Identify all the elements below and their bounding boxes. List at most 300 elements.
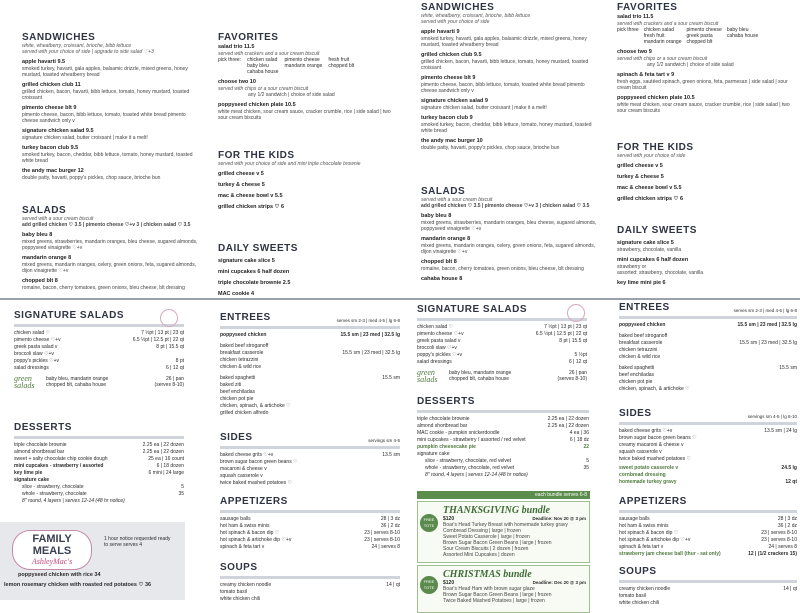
row-label: baked cheese grits ♡+v xyxy=(619,428,673,434)
item-name: baby bleu 8 xyxy=(22,232,53,238)
price-row xyxy=(220,480,400,487)
row-label: signature cake xyxy=(417,451,450,457)
kids-section xyxy=(617,142,797,203)
kids-item: grilled chicken strips ♡ 6 xyxy=(617,196,684,202)
row-label: whole - strawberry, chocolate, red velvet xyxy=(425,465,515,471)
row-price: 2.25 ea | 22 dozen xyxy=(547,423,589,429)
soups-section xyxy=(619,566,797,607)
title-bar xyxy=(14,436,184,439)
row-label: baked ziti xyxy=(220,382,242,388)
price-row xyxy=(619,347,797,354)
section-subtitle: served with your choice of side xyxy=(421,19,490,25)
sides-section xyxy=(619,408,797,486)
price-row xyxy=(14,442,184,449)
price-row xyxy=(14,449,184,456)
row-label: poppy's pickles ♡+v xyxy=(14,358,60,364)
daily-sweets-section xyxy=(218,243,400,298)
salad-trio-options xyxy=(218,57,400,75)
option: baby bleu xyxy=(726,27,749,33)
row-label: creamy chicken noodle xyxy=(619,586,671,592)
price-row xyxy=(14,477,184,484)
menu-item xyxy=(421,259,601,272)
bundle-line: Cornbread Dressing | large | frozen xyxy=(443,528,521,534)
price-row xyxy=(220,582,400,589)
price-row xyxy=(619,586,797,593)
menu-item xyxy=(22,105,202,124)
section-subtitle: served with a sour cream biscuit xyxy=(421,197,493,203)
poppyseed-plate: poppyseed chicken plate 10.5 xyxy=(218,102,296,108)
row-price: 12 | (1/2 crackers 15) xyxy=(748,551,797,557)
row-label: greek pasta salad v xyxy=(14,344,58,350)
price-row xyxy=(619,442,797,449)
price-row xyxy=(619,435,797,442)
green-salads-price xyxy=(155,376,184,388)
row-label: creamy chicken noodle xyxy=(220,582,272,588)
row-label: sweet potato casserole v xyxy=(619,465,679,471)
menu-item xyxy=(22,59,202,78)
item-name: signature chicken salad 9 xyxy=(421,98,488,104)
price-row xyxy=(220,466,400,473)
serves-note: serves sm 2-3 | med 4-6 | lg 6-8 xyxy=(733,308,797,313)
section-subtitle: served with your choice of side and mini triple chocolate brownie xyxy=(218,161,361,167)
price-row xyxy=(220,410,400,417)
price-row xyxy=(417,331,587,338)
sweet-item-desc: strawberry or xyxy=(617,264,647,270)
item-desc: mixed greens, mandarin oranges, celery, green onions, feta, sugared almonds, dijon vinaigrette ♡+v xyxy=(421,243,596,255)
row-label: baked spaghetti xyxy=(220,375,256,381)
entrees-header xyxy=(619,302,797,313)
row-price: 23 | serves 8-10 xyxy=(364,537,400,543)
row-label: 8" round, 4 layers | serves 12-14 (48 hr notice) xyxy=(22,498,125,504)
row-label: poppy's pickles ♡+v xyxy=(417,352,463,358)
menu-item xyxy=(421,276,601,283)
price-row xyxy=(619,322,797,329)
row-label: broccoli slaw ♡+v xyxy=(417,345,457,351)
row-price: 6.5 ½pt | 12.5 pt | 22 qt xyxy=(535,331,587,337)
green-salads-options xyxy=(46,376,149,388)
item-desc: romaine, bacon, cherry tomatoes, green onions, bleu cheese, blt dressing xyxy=(22,285,185,291)
daily-sweets-section xyxy=(617,225,797,295)
item-desc: double patty, havarti, poppy's pickles, chop sauce, brioche bun xyxy=(22,175,161,181)
price-row xyxy=(220,403,400,410)
price-row xyxy=(619,333,797,340)
row-price: 5 xyxy=(586,458,589,464)
heart-logo-icon xyxy=(567,304,585,322)
section-title: DAILY SWEETS xyxy=(617,225,697,236)
row-price: 6 | 18 dz xyxy=(569,437,589,443)
menu-item xyxy=(421,236,601,255)
row-price: 7 ½pt | 13 pt | 23 qt xyxy=(141,330,184,336)
row-label: triple chocolate brownie xyxy=(417,416,470,422)
section-subtitle: white, wheatberry, croissant, brioche, bibb lettuce xyxy=(22,43,132,49)
row-price: 2.25 ea | 22 dozen xyxy=(142,449,184,455)
salad-trio: salad trio 11.5 xyxy=(218,44,255,50)
price-row xyxy=(619,372,797,379)
soups-section xyxy=(220,562,400,603)
section-title: SOUPS xyxy=(619,566,657,577)
holiday-bundles-section xyxy=(417,491,590,604)
row-label: baked beef stroganoff xyxy=(619,333,668,339)
item-desc: mixed greens, mandarin oranges, celery, green onions, feta, sugared almonds, dijon vinaigrette ♡+v xyxy=(22,262,197,274)
price-row xyxy=(14,365,184,372)
row-label: brown sugar bacon green beans ♡ xyxy=(619,435,697,441)
item-name: grilled chicken club 11 xyxy=(22,82,81,88)
section-title: SIDES xyxy=(220,432,253,443)
sweet-item: mini cupcakes 6 half dozen xyxy=(617,257,689,263)
heart-logo-icon xyxy=(160,309,178,327)
item-desc: smoked turkey, havarti, gala apples, balsamic drizzle, mixed greens, honey mustard, toasted wheatberry bread xyxy=(22,66,188,78)
price-row xyxy=(220,589,400,596)
row-price: 24.5 lg xyxy=(781,465,797,471)
row-label: sausage balls xyxy=(619,516,650,522)
price: 26 | pan xyxy=(569,370,587,376)
row-label: poppyseed chicken xyxy=(220,332,267,338)
item-name: mandarin orange 8 xyxy=(22,255,72,261)
row-label: creamy macaroni & cheese v xyxy=(619,442,684,448)
bundle-line: Brown Sugar Bacon Green Beans | large | frozen xyxy=(443,592,552,598)
row-label: MAC cookie - pumpkin snickerdoodle xyxy=(417,430,500,436)
option: pimento cheese xyxy=(686,27,722,33)
row-price: 2.25 ea | 22 dozen xyxy=(142,442,184,448)
row-label: tomato basil xyxy=(220,589,247,595)
price-row xyxy=(417,324,587,331)
section-title: APPETIZERS xyxy=(220,496,288,507)
row-label: mini cupcakes - strawberry / assorted xyxy=(14,463,104,469)
section-title: ENTREES xyxy=(619,302,670,313)
title-bar xyxy=(619,580,797,583)
family-meals-section xyxy=(0,522,185,600)
section-title: ENTREES xyxy=(220,312,271,323)
row-label: beef enchiladas xyxy=(619,372,655,378)
green-salads-label: green salads xyxy=(417,368,438,384)
poppyseed-plate-desc: white meat chicken, sour cream sauce, cracker crumble, rice | side salad | two sour cream biscuits xyxy=(617,102,790,114)
menu-item xyxy=(421,29,601,48)
price-row xyxy=(220,537,400,544)
menu-item xyxy=(22,168,202,181)
serves: (serves 8-10) xyxy=(557,376,587,382)
row-price: 35 xyxy=(178,491,184,497)
price-row xyxy=(417,458,589,465)
section-title: DAILY SWEETS xyxy=(218,243,298,254)
bundle-deadline: Deadline: Nov 20 @ 3 pm xyxy=(532,516,586,521)
option: pimento cheese xyxy=(284,57,320,63)
row-price: 15.5 sm | 23 med | 32.5 lg xyxy=(340,332,400,338)
sweet-item: signature cake slice 5 xyxy=(218,258,275,264)
row-label: baked beef stroganoff xyxy=(220,343,269,349)
sandwiches-section xyxy=(421,2,601,151)
signature-salads-section xyxy=(417,304,587,383)
section-title: APPETIZERS xyxy=(619,496,687,507)
bundle-line: Sour Cream Biscuits | 2 dozen | frozen xyxy=(443,546,529,552)
row-label: spinach & feta tart v xyxy=(619,544,664,550)
logo-script: AshleyMac's xyxy=(31,557,73,566)
row-price: 2.25 ea | 22 dozen xyxy=(547,416,589,422)
price-row xyxy=(417,437,589,444)
section-title: SIGNATURE SALADS xyxy=(14,310,125,321)
bundle-line: Boar's Head Ham with brown sugar glaze xyxy=(443,586,535,592)
item-desc: smoked turkey, bacon, cheddar, bibb lettuce, tomato, honey mustard, toasted white bread xyxy=(22,152,193,164)
item-desc: romaine, bacon, cherry tomatoes, green onions, bleu cheese, blt dressing xyxy=(421,266,584,272)
title-bar xyxy=(619,316,797,319)
row-price: 14 | qt xyxy=(386,582,400,588)
desserts-section xyxy=(14,422,184,505)
option: baby bleu, mandarin orange xyxy=(449,370,512,376)
menu-page-2 xyxy=(405,0,800,606)
item-desc: signature chicken salad, butter croissant | make it a melt! xyxy=(22,135,148,141)
bundle-deadline: Deadline: Dec 20 @ 3 pm xyxy=(532,580,586,585)
row-price: 15.5 sm | 23 med | 32.5 lg xyxy=(342,350,400,356)
title-bar xyxy=(220,446,400,449)
option: cahaba house xyxy=(247,69,279,75)
item-name: pimento cheese blt 9 xyxy=(22,105,77,111)
row-label: white chicken chili xyxy=(220,596,261,602)
row-label: hot spinach & bacon dip ♡ xyxy=(619,530,679,536)
serves: (serves 8-10) xyxy=(154,382,184,388)
choose-two: choose two 9 xyxy=(617,49,652,55)
row-price: 28 | 3 dz xyxy=(380,516,400,522)
row-label: poppyseed chicken xyxy=(619,322,666,328)
row-label: cornbread dressing xyxy=(619,472,666,478)
row-label: pimento cheese ♡+v xyxy=(14,337,61,343)
appetizers-section xyxy=(619,496,797,558)
price-row xyxy=(619,600,797,607)
entrees-section xyxy=(220,312,400,417)
item-desc: pimento cheese, bacon, bibb lettuce, tomato, toasted white bread pimento cheese sandwich only v xyxy=(22,112,186,124)
kids-item: grilled cheese v 5 xyxy=(218,171,264,177)
poppyseed-plate-desc: white meat chicken, sour cream sauce, cracker crumble, rice | side salad | two sour cream biscuits xyxy=(218,109,391,121)
row-price: 28 | 3 dz xyxy=(777,516,797,522)
choose-two-desc: any 1/2 sandwich | choice of side salad xyxy=(647,62,734,68)
row-price: 6 | 18 dozen xyxy=(156,463,184,469)
price-row xyxy=(220,544,400,551)
free-tote-badge-icon: FREE TOTE xyxy=(420,514,438,532)
item-desc: grilled chicken, bacon, havarti, bibb lettuce, tomato, honey mustard, toasted croissant xyxy=(421,59,589,71)
sides-section xyxy=(220,432,400,487)
options-col xyxy=(687,27,722,45)
row-price: 14 | qt xyxy=(783,586,797,592)
row-price: 24 | serves 8 xyxy=(768,544,797,550)
item-name: chopped blt 8 xyxy=(421,259,457,265)
poppyseed-plate: poppyseed chicken plate 10.5 xyxy=(617,95,695,101)
price-row xyxy=(220,364,400,371)
row-label: chicken & wild rice xyxy=(220,364,262,370)
price-row xyxy=(220,523,400,530)
row-label: sweet + salty chocolate chip cookie dough xyxy=(14,456,108,462)
bundle-price: $120 xyxy=(443,580,455,586)
item-name: mandarin orange 8 xyxy=(421,236,471,242)
entrees-header xyxy=(220,312,400,323)
price-row xyxy=(619,516,797,523)
appetizers-section xyxy=(220,496,400,551)
price-row xyxy=(619,472,797,479)
item-name: grilled chicken club 9.5 xyxy=(421,52,482,58)
menu-item xyxy=(22,255,202,274)
item-desc: signature chicken salad, butter croissant | make it a melt! xyxy=(421,105,547,111)
family-meal-2: lemon rosemary chicken with roasted red potatoes ♡ 36 xyxy=(4,582,152,588)
row-label: chicken pot pie xyxy=(220,396,254,402)
row-price: 8 pt | 15.5 qt xyxy=(559,338,587,344)
salad-trio-sub: served with crackers and a sour cream biscuit xyxy=(617,21,719,27)
item-name: cahaba house 8 xyxy=(421,276,463,282)
title-bar xyxy=(619,422,797,425)
price-row xyxy=(14,491,184,498)
item-name: turkey bacon club 9 xyxy=(421,115,473,121)
row-label: chicken tetrazzini xyxy=(220,357,259,363)
kids-item: grilled chicken strips ♡ 6 xyxy=(218,204,285,210)
sweet-item-desc: assorted: strawberry, chocolate, vanilla xyxy=(617,270,704,276)
section-title: SANDWICHES xyxy=(421,2,495,13)
menu-item xyxy=(22,128,202,141)
price-row xyxy=(14,498,184,505)
green-salads-options xyxy=(449,370,552,382)
bundle-line: Sweet Potato Casserole | large | frozen xyxy=(443,534,530,540)
add-protein: add grilled chicken ♡ 3.5 | pimento cheese ♡+v 3 | chicken salad ♡ 3.5 xyxy=(22,222,191,228)
item-name: baby bleu 8 xyxy=(421,213,452,219)
bundle-line: Assorted Mini Cupcakes | dozen xyxy=(443,552,515,558)
row-price: 15.5 sm | 23 med | 32.5 lg xyxy=(739,340,797,346)
sides-header xyxy=(220,432,400,443)
sweet-item: mini cupcakes 6 half dozen xyxy=(218,269,290,275)
option: mandarin orange xyxy=(284,63,323,69)
row-label: key lime pie xyxy=(14,470,43,476)
menu-item xyxy=(421,98,601,111)
title-bar xyxy=(14,324,184,327)
section-title: SOUPS xyxy=(220,562,258,573)
price-row xyxy=(14,484,184,491)
row-label: chicken, spinach, & artichoke ♡ xyxy=(220,403,291,409)
choose-two-desc: any 1/2 sandwich | choice of side salad xyxy=(248,92,335,98)
row-price: 6 | 12 qt xyxy=(569,359,587,365)
row-price: 5 ½pt xyxy=(574,352,587,358)
section-title: DESSERTS xyxy=(14,422,72,433)
sweet-item: key lime mini pie 6 xyxy=(617,280,666,286)
title-bar xyxy=(220,576,400,579)
salad-trio: salad trio 11.5 xyxy=(617,14,654,20)
row-label: twice baked mashed potatoes ♡ xyxy=(220,480,293,486)
bundle-line: Twice Baked Mashed Potatoes | large | frozen xyxy=(443,598,545,604)
row-label: chicken, spinach, & artichoke ♡ xyxy=(619,386,690,392)
option: chopped blt, cahaba house xyxy=(46,382,107,388)
option: chopped blt xyxy=(328,63,355,69)
price-row xyxy=(220,596,400,603)
favorites-section xyxy=(617,2,797,114)
family-meals-logo xyxy=(12,530,92,570)
options-col xyxy=(644,27,682,45)
price-row xyxy=(14,330,184,337)
kids-item: grilled cheese v 5 xyxy=(617,163,663,169)
row-label: signature cake xyxy=(14,477,50,483)
price-row xyxy=(14,351,184,358)
sweet-item-desc: strawberry, chocolate, vanilla xyxy=(617,247,682,253)
price-row xyxy=(220,459,400,466)
price-row xyxy=(417,338,587,345)
pick-label: pick three: xyxy=(218,57,242,63)
price-row xyxy=(220,350,400,357)
row-label: salad dressings xyxy=(417,359,452,365)
row-price: 13.5 sm | 24 lg xyxy=(764,428,797,434)
row-label: slice - strawberry, chocolate, red velvet xyxy=(425,458,512,464)
bundle-line: Brown Sugar Bacon Green Beans | large | frozen xyxy=(443,540,552,546)
price-row xyxy=(220,389,400,396)
row-label: chicken & wild rice xyxy=(619,354,661,360)
option: baby bleu, mandarin orange xyxy=(46,376,109,382)
logo-title: FAMILY MEALS xyxy=(32,533,72,557)
christmas-bundle xyxy=(417,565,590,613)
price-row xyxy=(14,470,184,477)
row-price: 15.5 sm | 23 med | 32.5 lg xyxy=(737,322,797,328)
row-label: pimento cheese ♡+v xyxy=(417,331,464,337)
serves-note: servings sm 4-5 | lg 8-10 xyxy=(747,414,797,419)
row-label: chicken tetrazzini xyxy=(619,347,658,353)
section-title: FOR THE KIDS xyxy=(617,142,694,153)
options-col xyxy=(328,57,354,75)
row-label: baked spaghetti xyxy=(619,365,655,371)
price-row xyxy=(619,354,797,361)
option: mandarin orange xyxy=(643,39,682,45)
green-salads-row xyxy=(417,369,587,383)
row-price: 8 pt xyxy=(175,358,184,364)
option: cahaba house xyxy=(726,33,759,39)
item-desc: grilled chicken, bacon, havarti, bibb lettuce, tomato, honey mustard, toasted croissant xyxy=(22,89,190,101)
menu-item xyxy=(421,213,601,232)
serves-note: servings sm 4-5 xyxy=(368,438,400,443)
title-bar xyxy=(417,410,589,413)
price-row xyxy=(14,456,184,463)
options-col xyxy=(247,57,278,75)
option: chopped blt xyxy=(686,39,713,45)
item-name: turkey bacon club 9.5 xyxy=(22,145,79,151)
row-price: 6 mini | 24 large xyxy=(148,470,184,476)
row-price: 23 | serves 8-10 xyxy=(761,530,797,536)
price-row xyxy=(619,544,797,551)
price-row xyxy=(619,465,797,472)
item-name: pimento cheese blt 9 xyxy=(421,75,476,81)
section-title: SANDWICHES xyxy=(22,32,96,43)
free-tote-badge-icon: FREE TOTE xyxy=(420,576,438,594)
price-row xyxy=(220,375,400,382)
price-row xyxy=(619,593,797,600)
section-title: SALADS xyxy=(22,205,67,216)
row-price: 23 | serves 8-10 xyxy=(364,530,400,536)
row-label: spinach & feta tart v xyxy=(220,544,265,550)
row-price: 22 xyxy=(583,444,589,450)
price: 26 | pan xyxy=(166,376,184,382)
row-price: 15.5 sm xyxy=(382,375,400,381)
row-label: squash casserole v xyxy=(220,473,263,479)
price-row xyxy=(14,463,184,470)
row-label: hot spinach & bacon dip ♡ xyxy=(220,530,280,536)
price-row xyxy=(619,537,797,544)
row-label: hot ham & swiss minis xyxy=(619,523,669,529)
price-row xyxy=(220,396,400,403)
spinach-feta-tart: spinach & feta tart v 9 xyxy=(617,72,675,78)
section-subtitle: white, wheatberry, croissant, brioche, bibb lettuce xyxy=(421,13,531,19)
item-desc: mixed greens, strawberries, mandarin oranges, bleu cheese, sugared almonds, poppyseed vinaigrette ♡+v xyxy=(421,220,597,232)
add-protein: add grilled chicken ♡ 3.5 | pimento cheese ♡+v 3 | chicken salad ♡ 3.5 xyxy=(421,203,590,209)
signature-salads-section xyxy=(14,310,184,389)
price-row xyxy=(417,345,587,352)
bundle-serves-banner: each bundle serves 6-8 xyxy=(417,491,590,499)
bundle-title: CHRISTMAS bundle xyxy=(443,569,532,580)
sandwiches-section xyxy=(22,32,202,181)
row-label: beef enchiladas xyxy=(220,389,256,395)
kids-item: turkey & cheese 5 xyxy=(617,174,664,180)
item-desc: mixed greens, strawberries, mandarin oranges, bleu cheese, sugared almonds, poppyseed vinaigrette ♡+v xyxy=(22,239,198,251)
item-desc: smoked turkey, havarti, gala apples, balsamic drizzle, mixed greens, honey mustard, toasted wheatberry bread xyxy=(421,36,587,48)
option: baby bleu xyxy=(247,63,269,69)
price-row xyxy=(619,479,797,486)
row-label: 8" round, 4 layers | serves 12-14 (48 hr notice) xyxy=(425,472,528,478)
